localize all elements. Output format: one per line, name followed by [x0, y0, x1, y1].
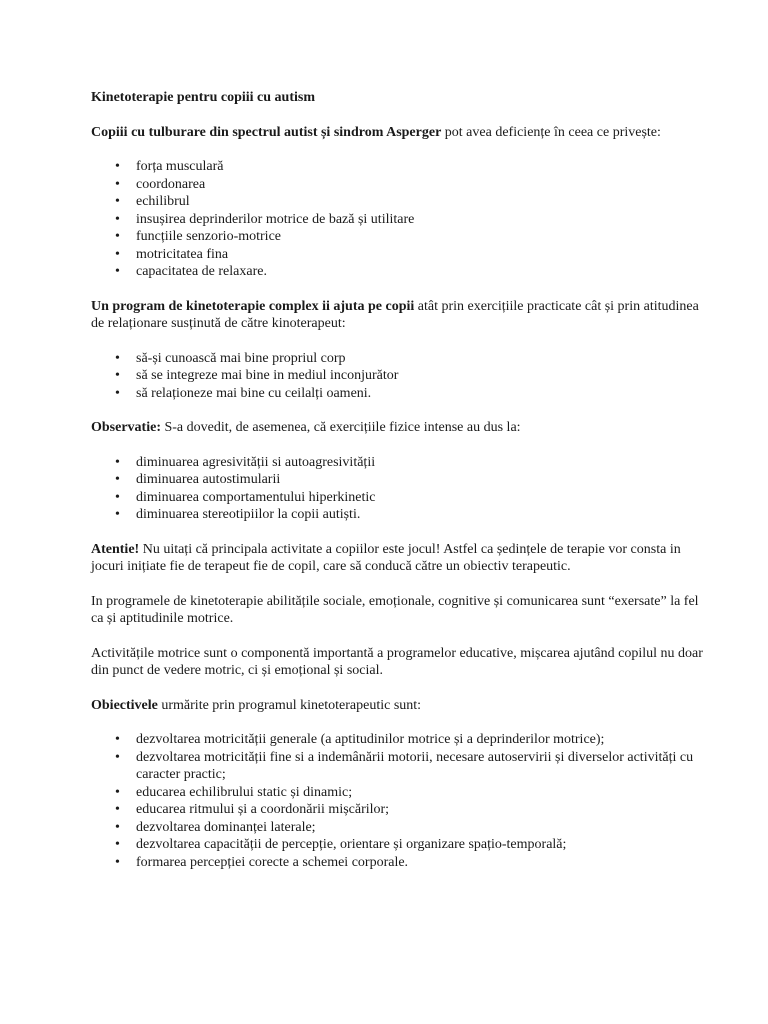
list-item: • capacitatea de relaxare. — [91, 263, 708, 281]
obiective-paragraph — [91, 697, 708, 715]
observatie-list — [91, 454, 708, 524]
activitati-paragraph: Activitățile motrice sunt o componentă importantă a programelor educative, mișcarea ajutând copilul nu doar din punct de vedere motric, ci și emoțional și social. — [91, 645, 703, 678]
obiective-bold: Obiectivele — [91, 697, 158, 713]
deficits-list — [91, 158, 708, 281]
list-item: • educarea echilibrului static și dinamic; — [91, 784, 708, 802]
intro-bold: Copiii cu tulburare din spectrul autist și sindrom Asperger — [91, 124, 442, 140]
program-benefits-list — [91, 350, 708, 403]
list-item: • dezvoltarea dominanței laterale; — [91, 819, 708, 837]
list-item: • educarea ritmului și a coordonării mișcărilor; — [91, 801, 708, 819]
list-item: • formarea percepției corecte a schemei corporale. — [91, 854, 708, 872]
observatie-paragraph — [91, 419, 708, 437]
program-paragraph — [91, 298, 708, 333]
observatie-text: S-a dovedit, de asemenea, că exercițiile fizice intense au dus la: — [160, 420, 521, 435]
list-item: • coordonarea — [91, 176, 708, 194]
list-item: • să se integreze mai bine in mediul inconjurător — [91, 367, 708, 385]
atentie-text: Nu uitați că principala activitate a copiilor este jocul! Astfel ca ședințele de terapie vor consta in jocuri inițiate fie de terapeut fie de copil, care să conducă către un obiectiv terapeutic. — [91, 541, 681, 574]
list-item: • dezvoltarea motricității generale (a aptitudinilor motrice și a deprinderilor motrice); — [91, 731, 708, 749]
list-item: • insușirea deprinderilor motrice de bază și utilitare — [91, 211, 708, 229]
document-title: Kinetoterapie pentru copiii cu autism — [91, 90, 315, 105]
programe-paragraph: In programele de kinetoterapie abilitățile sociale, emoționale, cognitive și comunicarea sunt “exersate” la fel ca și aptitudinile motrice. — [91, 593, 699, 626]
obiective-list — [91, 731, 708, 871]
intro-paragraph — [91, 124, 708, 142]
obiective-text: urmărite prin programul kinetoterapeutic sunt: — [157, 697, 422, 713]
list-item: • forța musculară — [91, 158, 708, 176]
list-item: • motricitatea fina — [91, 246, 708, 264]
atentie-bold: Atentie! — [91, 541, 140, 557]
list-item: • să relaționeze mai bine cu ceilalți oameni. — [91, 385, 708, 403]
list-item: • diminuarea autostimularii — [91, 471, 708, 489]
observatie-bold: Observatie: — [91, 420, 161, 435]
list-item: • diminuarea stereotipiilor la copii autiști. — [91, 506, 708, 524]
program-text: atât prin exercițiile practicate cât și prin atitudinea de relaționare susținută de către kinoterapeut: — [91, 298, 699, 331]
list-item: • diminuarea comportamentului hiperkinetic — [91, 489, 708, 507]
list-item: • diminuarea agresivității si autoagresivității — [91, 454, 708, 472]
list-item: • dezvoltarea motricității fine si a indemânării motorii, necesare autoservirii și diverselor activități cu caracter practic; — [91, 749, 708, 784]
atentie-paragraph — [91, 541, 708, 576]
list-item: • funcțiile senzorio-motrice — [91, 228, 708, 246]
list-item: • dezvoltarea capacității de percepție, orientare și organizare spațio-temporală; — [91, 836, 708, 854]
program-bold: Un program de kinetoterapie complex ii ajuta pe copii — [91, 298, 415, 314]
intro-text: pot avea deficiențe în ceea ce privește: — [441, 124, 661, 140]
list-item: • echilibrul — [91, 193, 708, 211]
list-item: • să-și cunoască mai bine propriul corp — [91, 350, 708, 368]
